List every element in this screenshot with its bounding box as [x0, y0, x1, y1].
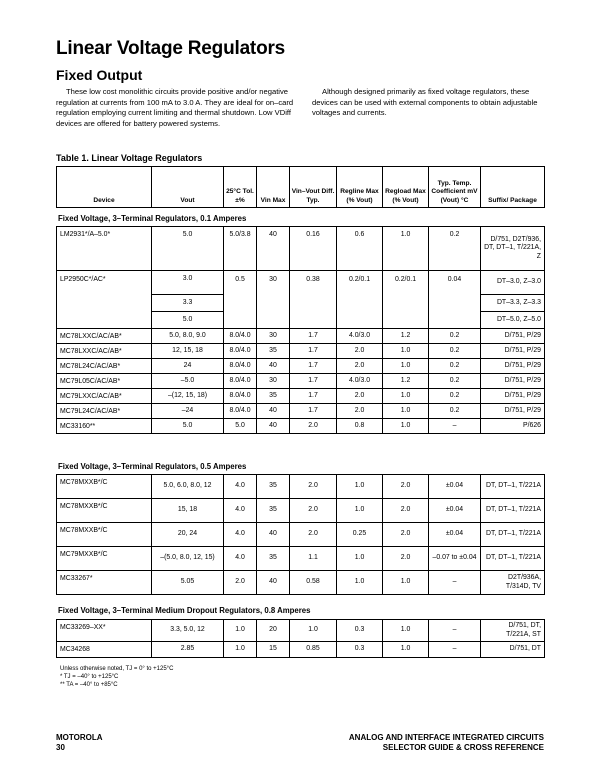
cell-regload: 1.0 [383, 571, 429, 595]
cell-device: MC34268 [57, 642, 152, 658]
footnote: * TJ = –40° to +125°C [60, 674, 119, 681]
intro-left-paragraph: These low cost monolithic circuits provide positive and/or negative regulation at currents from 100 mA to 3.0 A. They are ideal for on–card regulation employing current limiting and thermal shutdown. Low VDiff devices are offered for battery powered systems. [56, 87, 294, 128]
cell-vout: 20, 24 [152, 523, 224, 547]
cell-vout: 5.0, 6.0, 8.0, 12 [152, 475, 224, 499]
table-row [57, 404, 545, 419]
cell-package: DT–3.0, Z–3.0 [481, 271, 545, 295]
cell-vout: –(5.0, 8.0, 12, 15) [152, 547, 224, 571]
cell-regload: 1.0 [383, 642, 429, 658]
cell-temp-coefficient: – [429, 642, 481, 658]
cell-regload: 2.0 [383, 523, 429, 547]
table-row [57, 359, 545, 374]
cell-vin: 30 [257, 271, 290, 329]
cell-device: MC79LXXC/AC/AB* [57, 389, 152, 404]
cell-regline: 1.0 [337, 499, 383, 523]
cell-temp-coefficient: 0.2 [429, 374, 481, 389]
footnote: Unless otherwise noted, TJ = 0° to +125°C [60, 666, 174, 672]
cell-vin: 30 [257, 329, 290, 344]
cell-tol: 8.0/4.0 [224, 329, 257, 344]
header-vdiff: Vin–Vout Diff. Typ. [290, 167, 337, 208]
cell-vin: 30 [257, 374, 290, 389]
cell-vout: –(12, 15, 18) [152, 389, 224, 404]
cell-temp-coefficient: – [429, 620, 481, 642]
regulator-table-header [56, 166, 545, 208]
cell-regline: 0.2/0.1 [337, 271, 383, 329]
cell-tol: 4.0 [224, 499, 257, 523]
cell-vdiff: 0.58 [290, 571, 337, 595]
cell-vdiff: 0.85 [290, 642, 337, 658]
cell-regline: 2.0 [337, 359, 383, 374]
cell-package: D/751, P/29 [481, 389, 545, 404]
cell-vout: 3.3, 5.0, 12 [152, 620, 224, 642]
cell-tol: 8.0/4.0 [224, 404, 257, 419]
header-vin: Vin Max [257, 167, 290, 208]
table-row [57, 271, 545, 295]
cell-package: DT, DT–1, T/221A [481, 547, 545, 571]
cell-vin: 40 [257, 523, 290, 547]
cell-vout: –24 [152, 404, 224, 419]
cell-device: MC78L24C/AC/AB* [57, 359, 152, 374]
cell-package: DT, DT–1, T/221A [481, 499, 545, 523]
footer-left [56, 733, 103, 753]
cell-vin: 35 [257, 499, 290, 523]
table-row [57, 344, 545, 359]
cell-temp-coefficient: 0.2 [429, 329, 481, 344]
cell-package: D/751, D2T/936, DT, DT–1, T/221A, Z [481, 227, 545, 271]
cell-regline: 4.0/3.0 [337, 374, 383, 389]
cell-temp-coefficient: ±0.04 [429, 523, 481, 547]
cell-regline: 1.0 [337, 475, 383, 499]
cell-vdiff: 1.1 [290, 547, 337, 571]
table-row [57, 642, 545, 658]
cell-vin: 40 [257, 571, 290, 595]
cell-vdiff: 2.0 [290, 523, 337, 547]
cell-tol: 8.0/4.0 [224, 374, 257, 389]
section-subtitle: Fixed Output [56, 67, 143, 83]
page-title: Linear Voltage Regulators [56, 38, 286, 59]
cell-package: DT–3.3, Z–3.3 [481, 295, 545, 312]
header-tol: 25°C Tol. ±% [224, 167, 257, 208]
footer-brand: MOTOROLA [56, 733, 103, 742]
cell-device: MC33269–XX* [57, 620, 152, 642]
cell-package: DT, DT–1, T/221A [481, 523, 545, 547]
cell-vdiff: 1.7 [290, 404, 337, 419]
cell-device: MC33267* [57, 571, 152, 595]
table-row [57, 499, 545, 523]
table-row [57, 547, 545, 571]
cell-tol: 2.0 [224, 571, 257, 595]
cell-vin: 40 [257, 404, 290, 419]
cell-vdiff: 0.38 [290, 271, 337, 329]
header-regline: Regline Max (% Vout) [337, 167, 383, 208]
cell-vdiff: 1.7 [290, 389, 337, 404]
cell-regload: 2.0 [383, 499, 429, 523]
table-row [57, 571, 545, 595]
cell-vin: 15 [257, 642, 290, 658]
cell-temp-coefficient: 0.2 [429, 389, 481, 404]
cell-temp-coefficient: 0.2 [429, 344, 481, 359]
cell-vin: 40 [257, 419, 290, 434]
header-temp-coefficient: Typ. Temp. Coefficient mV (Vout) °C [429, 167, 481, 208]
cell-tol: 8.0/4.0 [224, 389, 257, 404]
cell-regload: 1.0 [383, 227, 429, 271]
table-row [57, 227, 545, 271]
cell-package: DT, DT–1, T/221A [481, 475, 545, 499]
table-row [57, 475, 545, 499]
cell-vdiff: 2.0 [290, 499, 337, 523]
footnote: ** TA = –40° to +85°C [60, 682, 118, 689]
table-row [57, 374, 545, 389]
cell-regline: 0.6 [337, 227, 383, 271]
cell-package: D/751, DT [481, 642, 545, 658]
cell-vin: 35 [257, 389, 290, 404]
cell-regload: 1.0 [383, 389, 429, 404]
table-row [57, 419, 545, 434]
page-number: 30 [56, 743, 65, 752]
cell-tol: 1.0 [224, 620, 257, 642]
cell-vout: –5.0 [152, 374, 224, 389]
cell-vout: 15, 18 [152, 499, 224, 523]
cell-tol: 5.0/3.8 [224, 227, 257, 271]
cell-tol: 1.0 [224, 642, 257, 658]
cell-vout: 5.05 [152, 571, 224, 595]
cell-regline: 0.3 [337, 620, 383, 642]
cell-device: LM2931*/A–5.0* [57, 227, 152, 271]
cell-regline: 1.0 [337, 571, 383, 595]
cell-temp-coefficient: 0.2 [429, 404, 481, 419]
regulator-table [56, 474, 545, 595]
footer-right [349, 733, 544, 753]
cell-tol: 4.0 [224, 523, 257, 547]
regulator-table [56, 226, 545, 434]
intro-right-paragraph: Although designed primarily as fixed voltage regulators, these devices can be used with external components to obtain adjustable voltages and currents. [312, 87, 538, 118]
cell-temp-coefficient: 0.2 [429, 227, 481, 271]
footer-book-title: ANALOG AND INTERFACE INTEGRATED CIRCUITS [348, 733, 544, 742]
cell-regline: 2.0 [337, 389, 383, 404]
cell-vin: 35 [257, 547, 290, 571]
table-row [57, 620, 545, 642]
cell-vin: 35 [257, 475, 290, 499]
cell-tol: 5.0 [224, 419, 257, 434]
header-vout: Vout [152, 167, 224, 208]
cell-device: MC78MXXB*/C [57, 523, 152, 547]
cell-device: MC78LXXC/AC/AB* [57, 344, 152, 359]
cell-device: MC78MXXB*/C [57, 475, 152, 499]
cell-regload: 0.2/0.1 [383, 271, 429, 329]
cell-regload: 2.0 [383, 475, 429, 499]
cell-device: MC78LXXC/AC/AB* [57, 329, 152, 344]
cell-package: D/751, P/29 [481, 329, 545, 344]
cell-regline: 0.8 [337, 419, 383, 434]
cell-package: D/751, P/29 [481, 359, 545, 374]
cell-regline: 1.0 [337, 547, 383, 571]
table-row [57, 329, 545, 344]
cell-vout: 24 [152, 359, 224, 374]
cell-vin: 40 [257, 359, 290, 374]
cell-device: MC79L05C/AC/AB* [57, 374, 152, 389]
section-title: Fixed Voltage, 3–Terminal Regulators, 0.5 Amperes [58, 462, 247, 471]
table-title: Table 1. Linear Voltage Regulators [56, 153, 203, 163]
cell-vdiff: 1.0 [290, 620, 337, 642]
cell-vout: 12, 15, 18 [152, 344, 224, 359]
cell-vdiff: 2.0 [290, 475, 337, 499]
cell-vin: 40 [257, 227, 290, 271]
cell-vout: 5.0 [152, 312, 224, 329]
cell-device: MC79L24C/AC/AB* [57, 404, 152, 419]
cell-tol: 4.0 [224, 547, 257, 571]
cell-regline: 2.0 [337, 404, 383, 419]
cell-package: D/751, DT, T/221A, ST [481, 620, 545, 642]
cell-vdiff: 1.7 [290, 374, 337, 389]
cell-regline: 0.25 [337, 523, 383, 547]
cell-vdiff: 0.16 [290, 227, 337, 271]
cell-package: P/626 [481, 419, 545, 434]
cell-temp-coefficient: ±0.04 [429, 475, 481, 499]
header-device: Device [57, 167, 152, 208]
cell-vout: 3.0 [152, 271, 224, 295]
cell-tol: 0.5 [224, 271, 257, 329]
cell-temp-coefficient: –0.07 to ±0.04 [429, 547, 481, 571]
cell-regline: 4.0/3.0 [337, 329, 383, 344]
cell-regload: 2.0 [383, 547, 429, 571]
cell-regload: 1.0 [383, 344, 429, 359]
cell-package: D/751, P/29 [481, 344, 545, 359]
cell-vin: 35 [257, 344, 290, 359]
cell-vout: 5.0, 8.0, 9.0 [152, 329, 224, 344]
cell-vdiff: 2.0 [290, 419, 337, 434]
section-title: Fixed Voltage, 3–Terminal Medium Dropout Regulators, 0.8 Amperes [58, 606, 311, 615]
cell-package: D2T/936A, T/314D, TV [481, 571, 545, 595]
cell-vdiff: 1.7 [290, 329, 337, 344]
cell-vout: 5.0 [152, 227, 224, 271]
header-package: Suffix/ Package [481, 167, 545, 208]
cell-tol: 8.0/4.0 [224, 344, 257, 359]
regulator-table [56, 619, 545, 658]
cell-regline: 2.0 [337, 344, 383, 359]
cell-device: MC78MXXB*/C [57, 499, 152, 523]
cell-temp-coefficient: 0.2 [429, 359, 481, 374]
cell-tol: 8.0/4.0 [224, 359, 257, 374]
intro-left-column [56, 87, 294, 129]
cell-vout: 3.3 [152, 295, 224, 312]
cell-device: LP2950C*/AC* [57, 271, 152, 329]
intro-right-column [312, 87, 548, 119]
cell-temp-coefficient: – [429, 419, 481, 434]
footer-book-subtitle: SELECTOR GUIDE & CROSS REFERENCE [382, 743, 544, 752]
cell-regload: 1.0 [383, 359, 429, 374]
cell-package: DT–5.0, Z–5.0 [481, 312, 545, 329]
cell-temp-coefficient: ±0.04 [429, 499, 481, 523]
cell-regload: 1.2 [383, 374, 429, 389]
cell-vdiff: 1.7 [290, 359, 337, 374]
cell-temp-coefficient: 0.04 [429, 271, 481, 329]
cell-regload: 1.0 [383, 404, 429, 419]
cell-temp-coefficient: – [429, 571, 481, 595]
cell-vin: 20 [257, 620, 290, 642]
section-title: Fixed Voltage, 3–Terminal Regulators, 0.1 Amperes [58, 214, 247, 223]
cell-vout: 5.0 [152, 419, 224, 434]
footnotes [60, 665, 173, 690]
cell-package: D/751, P/29 [481, 404, 545, 419]
cell-vdiff: 1.7 [290, 344, 337, 359]
table-row [57, 523, 545, 547]
header-regload: Regload Max (% Vout) [383, 167, 429, 208]
cell-tol: 4.0 [224, 475, 257, 499]
cell-device: MC33160** [57, 419, 152, 434]
cell-vout: 2.85 [152, 642, 224, 658]
table-row [57, 389, 545, 404]
cell-regload: 1.0 [383, 620, 429, 642]
cell-device: MC79MXXB*/C [57, 547, 152, 571]
cell-package: D/751, P/29 [481, 374, 545, 389]
cell-regload: 1.0 [383, 419, 429, 434]
cell-regload: 1.2 [383, 329, 429, 344]
cell-regline: 0.3 [337, 642, 383, 658]
